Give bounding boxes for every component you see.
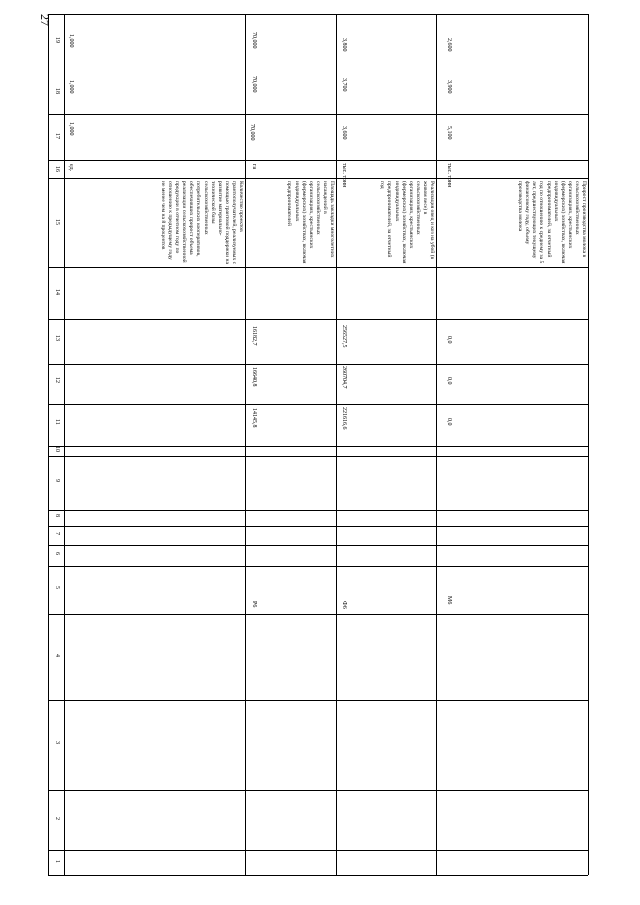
unit-col16: тыс. тонн [341,163,347,188]
code-col5: Р6 [251,601,257,608]
target-value-col17: 70,000 [249,124,255,141]
indicator-name-col15: Прирост производства молока в сельскохозяйственных организациях, крестьянских (фермерских) хозяйствах, включая индивидуальных предпринимателей, за отчетный год по отношению к среднему за 5 лет, предшествующих текущему финансовому году, объему производства молока [517,181,587,264]
header-col-3: 3 [54,741,60,744]
target-value-col19: 2,600 [446,38,452,52]
target-value-col17: 3,600 [341,126,347,140]
target-value-col18: 3,900 [446,80,452,94]
value-col13: 256527,5 [341,325,347,348]
header-col-16: 16 [54,166,60,172]
header-col-18: 18 [54,88,60,94]
header-col-11: 11 [54,419,60,425]
target-value-col17: 5,100 [446,126,452,140]
target-value-col18: 3,700 [341,78,347,92]
value-col13: 0,0 [446,336,452,344]
target-value-col17: 1,000 [68,122,74,136]
header-col-1: 1 [54,860,60,863]
value-col12: 260704,7 [341,366,347,389]
header-col-2: 2 [54,817,60,820]
header-col-13: 13 [54,335,60,341]
header-col-15: 15 [54,219,60,225]
code-col5: Ф6 [341,601,347,609]
header-col-9: 9 [54,479,60,482]
unit-col16: га [251,164,257,170]
header-col-5: 5 [54,586,60,589]
value-col12: 0,0 [446,377,452,385]
target-value-col18: 70,000 [251,76,257,93]
header-col-12: 12 [54,377,60,383]
value-col12: 16640,8 [251,367,257,387]
indicator-name-col15: Площадь закладки многолетних насаждений в сельскохозяйственных организациях, крестьянских (фермерских) хозяйствах, включая индивидуальных предпринимателей [286,181,335,264]
unit-col16: ед. [68,164,74,172]
header-col-4: 4 [54,654,60,657]
header-col-19: 19 [54,37,60,43]
target-value-col19: 3,800 [341,38,347,52]
value-col13: 16182,7 [251,326,257,346]
header-col-7: 7 [54,532,60,535]
value-col11: 0,0 [446,418,452,426]
header-col-17: 17 [54,133,60,139]
value-col11: 14145,8 [251,408,257,428]
header-col-6: 6 [54,552,60,555]
target-value-col19: 70,000 [251,32,257,49]
header-col-14: 14 [54,289,60,295]
target-value-col18: 1,000 [68,80,74,94]
page-number: 27 [38,14,52,26]
target-value-col19: 1,000 [68,34,74,48]
value-col11: 221616,6 [341,407,347,430]
code-col5: М6 [446,596,452,605]
header-col-10: 10 [54,446,60,452]
unit-col16: тыс. тонн [446,163,452,188]
indicator-name-col15: Количество проектов грантополучателей, реализуемых с помощью грантовой поддержки на развитие материально-технической базы сельскохозяйственных потребительских кооперативов, обеспечивших прирост объема реализации сельскохозяйственной продукции в отчетном году по отношению к предыдущему году не менее чем на 8 процентов [159,181,244,265]
indicator-name-col15: Реализация овец и коз на убой (в живом весе) в сельскохозяйственных организациях, крестьянских (фермерских) хозяйствах, включая индивидуальных предпринимателей, за отчетный год [379,181,435,264]
header-col-8: 8 [54,514,60,517]
